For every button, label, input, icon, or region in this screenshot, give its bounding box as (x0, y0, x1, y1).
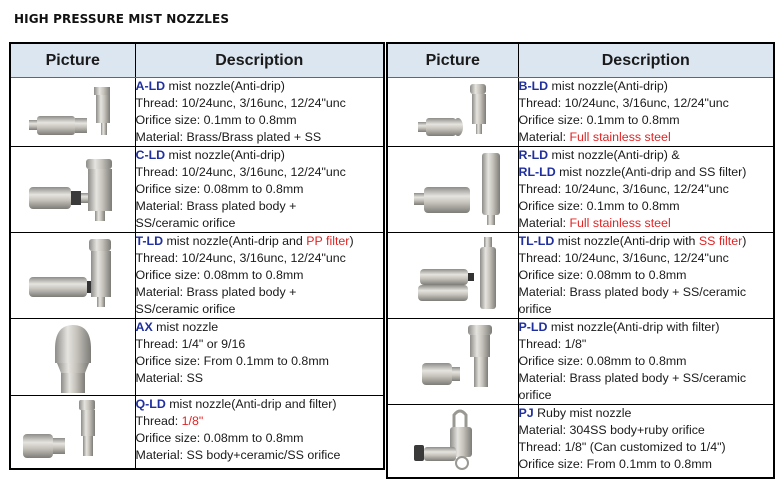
c-ld-nozzle-photo (10, 147, 135, 233)
description-cell (135, 396, 384, 470)
filter-highlight: PP filter (306, 234, 350, 248)
table-row (10, 147, 384, 233)
spec-thread: Thread: 10/24unc, 3/16unc, 12/24"unc (135, 96, 346, 110)
spec-orifice: Orifice size: 0.1mm to 0.8mm (518, 113, 680, 127)
spec-material (519, 215, 774, 232)
description-cell (518, 147, 774, 233)
table-row (387, 405, 774, 479)
description-cell (518, 405, 774, 479)
nozzle-image-icon (388, 233, 518, 315)
spec-material: Material: SS (135, 371, 203, 385)
material-label: Material: (518, 130, 570, 144)
spec-material: Material: SS body+ceramic/SS orifice (135, 448, 341, 462)
spec-material-cont: SS/ceramic orifice (135, 302, 236, 316)
table-row (10, 319, 384, 396)
spec-thread: Thread: 10/24unc, 3/16unc, 12/24"unc (518, 182, 729, 196)
thread-value: 1/8" (181, 414, 204, 428)
spec-material: Material: Brass plated body + SS/ceramic (518, 285, 747, 299)
nozzle-image-icon (388, 405, 518, 477)
column-header-picture: Picture (10, 43, 135, 78)
nozzle-image-icon (388, 147, 518, 231)
spec-thread: Thread: 10/24unc, 3/16unc, 12/24"unc (518, 96, 729, 110)
model-name: mist nozzle(Anti-drip) & (548, 148, 680, 162)
spec-material: Material: 304SS body+ruby orifice (518, 423, 705, 437)
model-name: mist nozzle(Anti-drip) (165, 148, 285, 162)
model-code: AX (135, 320, 153, 334)
model-code: Q-LD (135, 397, 166, 411)
description-cell (518, 233, 774, 319)
description-cell (135, 319, 384, 396)
model-code: T-LD (135, 234, 164, 248)
model-name: mist nozzle(Anti-drip and (163, 234, 307, 248)
table-row (10, 233, 384, 319)
spec-orifice: Orifice size: 0.1mm to 0.8mm (135, 113, 297, 127)
nozzle-image-icon (11, 147, 135, 231)
b-ld-nozzle-photo (387, 78, 518, 147)
spec-thread: Thread: 1/8" (Can customized to 1/4") (518, 440, 726, 454)
table-row (387, 78, 774, 147)
model-name: Ruby mist nozzle (533, 406, 632, 420)
description-cell (135, 78, 384, 147)
spec-thread: Thread: 10/24unc, 3/16unc, 12/24"unc (518, 251, 729, 265)
model-name-2: mist nozzle(Anti-drip and SS filter) (555, 165, 747, 179)
material-value: Full stainless steel (569, 130, 671, 144)
table-row (387, 147, 774, 233)
model-code-2: RL-LD (518, 165, 556, 179)
nozzle-image-icon (11, 396, 135, 468)
spec-orifice: Orifice size: 0.08mm to 0.8mm (518, 354, 687, 368)
model-name: mist nozzle(Anti-drip) (165, 79, 285, 93)
column-header-picture: Picture (387, 43, 518, 78)
table-row (387, 233, 774, 319)
model-code: PJ (518, 406, 534, 420)
t-ld-nozzle-photo (10, 233, 135, 319)
spec-material-cont: SS/ceramic orifice (135, 216, 236, 230)
description-cell (518, 319, 774, 405)
description-cell (135, 233, 384, 319)
spec-material: Material: Brass plated body + (135, 199, 297, 213)
model-name: mist nozzle (152, 320, 219, 334)
spec-orifice: Orifice size: 0.08mm to 0.8mm (518, 268, 687, 282)
spec-material: Material: Brass/Brass plated + SS (135, 130, 322, 144)
description-cell (518, 78, 774, 147)
model-code: TL-LD (518, 234, 555, 248)
nozzle-image-icon (388, 319, 518, 395)
tl-ld-nozzle-photo (387, 233, 518, 319)
spec-orifice: Orifice size: From 0.1mm to 0.8mm (518, 457, 712, 471)
page-title: HIGH PRESSURE MIST NOZZLES (14, 12, 230, 26)
filter-highlight: SS filter (698, 234, 743, 248)
column-header-description: Description (518, 43, 774, 78)
spec-thread (136, 413, 384, 430)
spec-material: Material: Brass plated body + SS/ceramic (518, 371, 747, 385)
material-value: Full stainless steel (569, 216, 671, 230)
model-code: R-LD (518, 148, 549, 162)
description-cell (135, 147, 384, 233)
nozzle-image-icon (11, 78, 135, 146)
spec-material-cont: orifice (518, 388, 552, 402)
model-name: mist nozzle(Anti-drip and filter) (165, 397, 337, 411)
spec-orifice: Orifice size: 0.08mm to 0.8mm (135, 431, 304, 445)
spec-thread: Thread: 10/24unc, 3/16unc, 12/24"unc (135, 251, 346, 265)
r-ld-nozzle-photo (387, 147, 518, 233)
q-ld-nozzle-photo (10, 396, 135, 470)
spec-orifice: Orifice size: 0.08mm to 0.8mm (135, 268, 304, 282)
spec-thread: Thread: 1/4" or 9/16 (135, 337, 246, 351)
spec-orifice: Orifice size: 0.08mm to 0.8mm (135, 182, 304, 196)
nozzle-table-left (9, 42, 385, 470)
model-name: mist nozzle(Anti-drip with filter) (547, 320, 720, 334)
nozzle-image-icon (11, 319, 135, 395)
column-header-description: Description (135, 43, 384, 78)
table-header-row (10, 43, 384, 78)
spec-material (519, 129, 774, 146)
spec-orifice: Orifice size: From 0.1mm to 0.8mm (135, 354, 329, 368)
a-ld-nozzle-photo (10, 78, 135, 147)
p-ld-nozzle-photo (387, 319, 518, 405)
spec-material: Material: Brass plated body + (135, 285, 297, 299)
model-code: C-LD (135, 148, 166, 162)
thread-label: Thread: (135, 414, 182, 428)
model-name-end: ) (742, 234, 747, 248)
spec-orifice: Orifice size: 0.1mm to 0.8mm (518, 199, 680, 213)
model-code: P-LD (518, 320, 548, 334)
nozzle-image-icon (11, 233, 135, 315)
spec-thread: Thread: 10/24unc, 3/16unc, 12/24"unc (135, 165, 346, 179)
spec-thread: Thread: 1/8" (518, 337, 587, 351)
model-name: mist nozzle(Anti-drip with (554, 234, 699, 248)
material-label: Material: (518, 216, 570, 230)
table-row (10, 78, 384, 147)
ax-nozzle-photo (10, 319, 135, 396)
model-name: mist nozzle(Anti-drip) (548, 79, 668, 93)
nozzle-image-icon (388, 78, 518, 146)
model-name-end: ) (349, 234, 354, 248)
nozzle-table-right (386, 42, 775, 479)
spec-material-cont: orifice (518, 302, 552, 316)
table-row (387, 319, 774, 405)
pj-nozzle-photo (387, 405, 518, 479)
table-header-row (387, 43, 774, 78)
model-code: A-LD (135, 79, 166, 93)
table-row (10, 396, 384, 470)
model-code: B-LD (518, 79, 549, 93)
